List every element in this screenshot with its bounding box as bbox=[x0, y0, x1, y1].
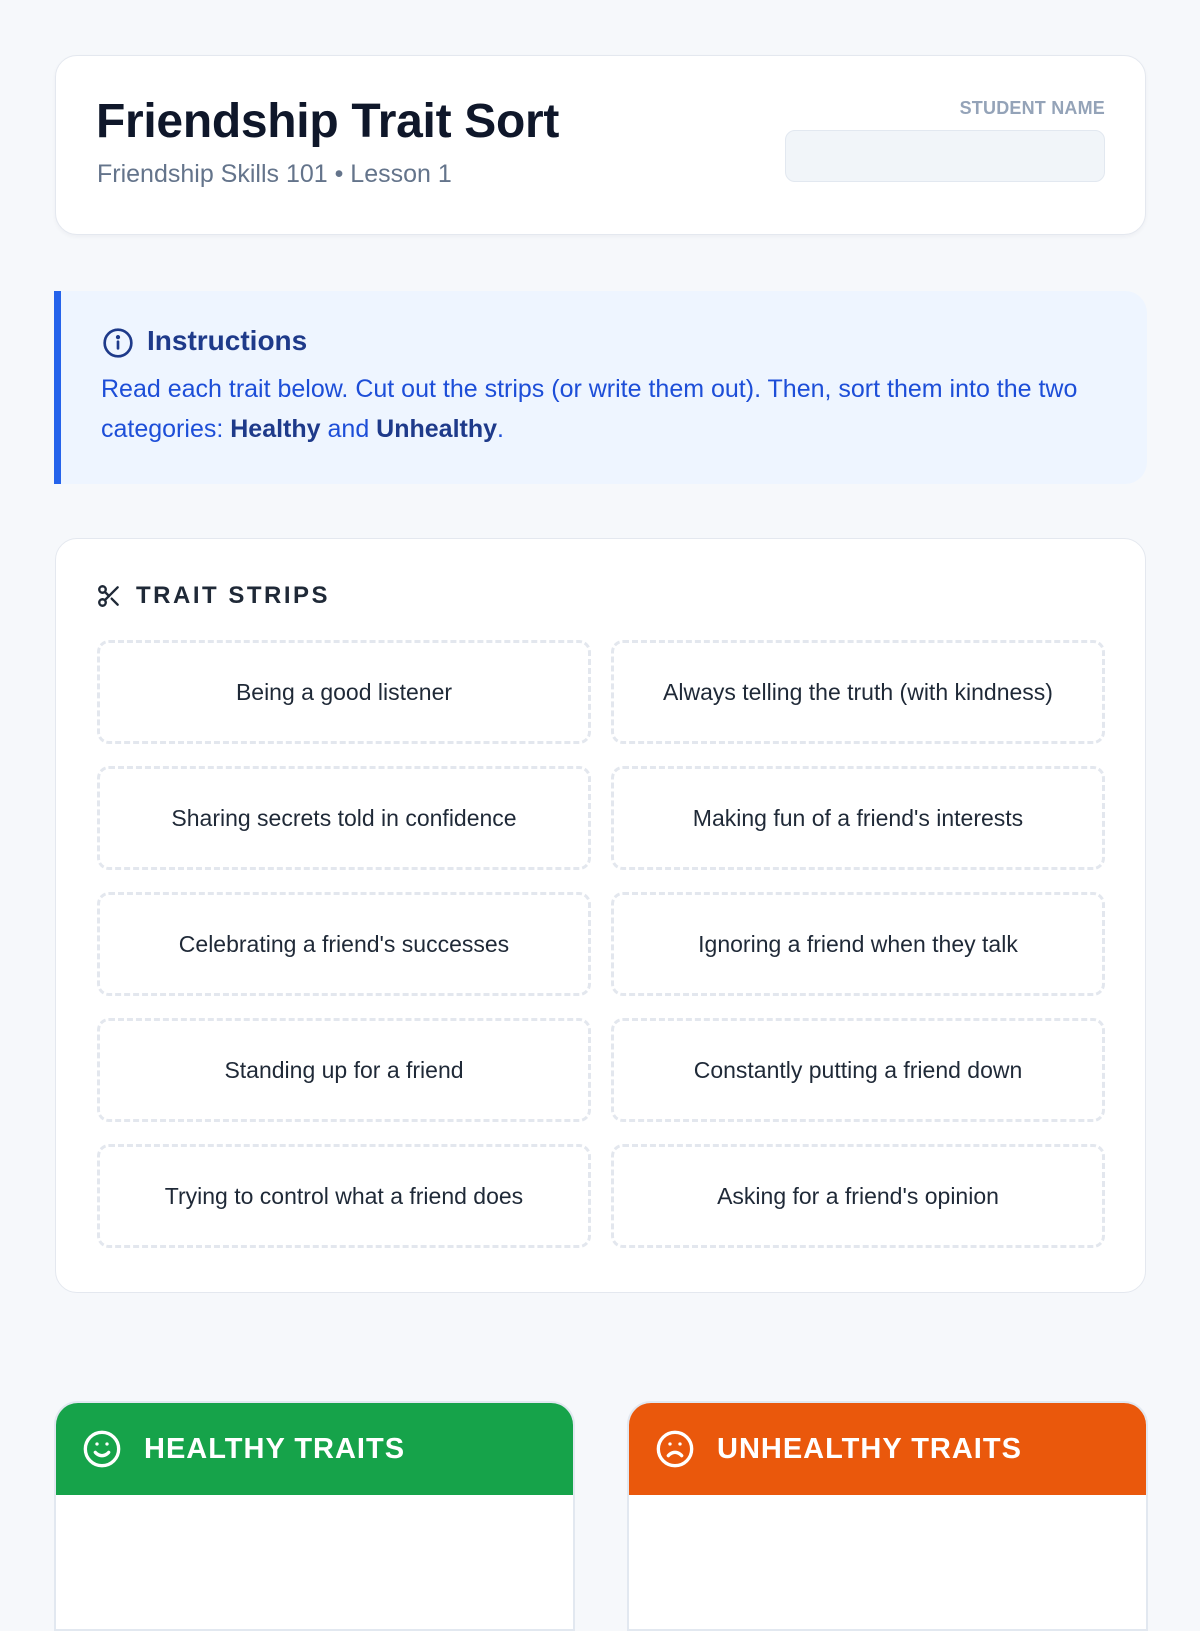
instructions-text-part: . bbox=[497, 415, 504, 443]
page-subtitle: Friendship Skills 101 • Lesson 1 bbox=[97, 160, 452, 188]
instructions-text-part: Read each trait below. Cut out the strips (or write them out). Then, sort them into the two categories: bbox=[101, 375, 1078, 443]
trait-strips-grid bbox=[97, 640, 1085, 1248]
page-title: Friendship Trait Sort bbox=[96, 95, 560, 148]
healthy-keyword: Healthy bbox=[230, 415, 321, 443]
instructions-title: Instructions bbox=[147, 325, 308, 356]
smile-icon bbox=[82, 1429, 122, 1469]
trait-strips-card bbox=[55, 538, 1146, 1293]
instructions-text-part: and bbox=[320, 415, 377, 443]
instructions-panel bbox=[54, 291, 1147, 484]
unhealthy-keyword: Unhealthy bbox=[376, 415, 498, 443]
header-card bbox=[55, 55, 1146, 235]
trait-strip[interactable]: Making fun of a friend's interests bbox=[611, 766, 1105, 870]
info-icon bbox=[102, 327, 134, 359]
trait-strip[interactable]: Always telling the truth (with kindness) bbox=[611, 640, 1105, 744]
instructions-text bbox=[101, 369, 1111, 449]
trait-strips-title: TRAIT STRIPS bbox=[136, 582, 331, 609]
trait-strip[interactable]: Being a good listener bbox=[97, 640, 591, 744]
trait-strip[interactable]: Asking for a friend's opinion bbox=[611, 1144, 1105, 1248]
frown-icon bbox=[655, 1429, 695, 1469]
unhealthy-traits-label: UNHEALTHY TRAITS bbox=[717, 1432, 1022, 1465]
healthy-traits-label: HEALTHY TRAITS bbox=[144, 1432, 406, 1465]
trait-strip[interactable]: Constantly putting a friend down bbox=[611, 1018, 1105, 1122]
trait-strip[interactable]: Standing up for a friend bbox=[97, 1018, 591, 1122]
healthy-traits-box bbox=[54, 1401, 575, 1631]
unhealthy-traits-header bbox=[629, 1403, 1146, 1495]
trait-strip[interactable]: Celebrating a friend's successes bbox=[97, 892, 591, 996]
unhealthy-traits-box bbox=[627, 1401, 1148, 1631]
student-name-input[interactable] bbox=[785, 130, 1105, 182]
healthy-traits-header bbox=[56, 1403, 573, 1495]
student-name-label: STUDENT NAME bbox=[959, 98, 1105, 118]
trait-strip[interactable]: Sharing secrets told in confidence bbox=[97, 766, 591, 870]
healthy-drop-zone[interactable] bbox=[56, 1495, 573, 1631]
unhealthy-drop-zone[interactable] bbox=[629, 1495, 1146, 1631]
scissors-icon bbox=[96, 583, 122, 609]
trait-strip[interactable]: Ignoring a friend when they talk bbox=[611, 892, 1105, 996]
trait-strip[interactable]: Trying to control what a friend does bbox=[97, 1144, 591, 1248]
